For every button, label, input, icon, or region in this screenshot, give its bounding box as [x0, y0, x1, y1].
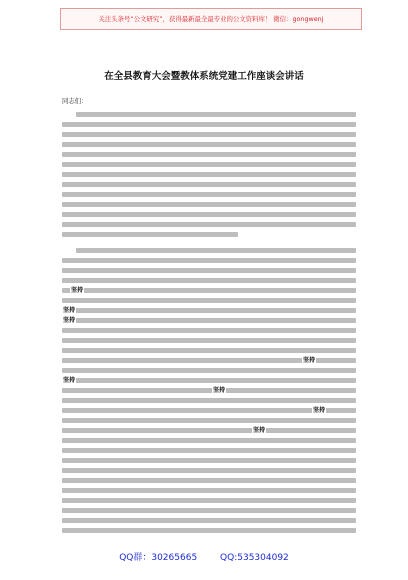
- paragraph-line: [62, 488, 356, 493]
- paragraph-line: [62, 222, 356, 227]
- keyword-jianchi: 坚持: [303, 357, 316, 364]
- paragraph-line: [62, 388, 356, 393]
- paragraph-line: [76, 248, 356, 253]
- paragraph-line: [62, 202, 356, 207]
- paragraph-line: [62, 408, 356, 413]
- paragraph-line: [62, 152, 356, 157]
- footer-qq-group: QQ群：30265665: [119, 553, 198, 563]
- paragraph-line: [62, 182, 356, 187]
- paragraph-line: [62, 528, 356, 533]
- paragraph-line: [62, 448, 356, 453]
- paragraph-line: [62, 258, 356, 263]
- paragraph-line: [62, 132, 356, 137]
- paragraph-line: [62, 268, 356, 273]
- paragraph-line: [62, 398, 356, 403]
- promo-banner: [60, 8, 362, 30]
- paragraph-line: [62, 162, 356, 167]
- paragraph-line: [62, 458, 356, 463]
- paragraph-1: [62, 112, 356, 242]
- keyword-jianchi: 坚持: [63, 317, 76, 324]
- paragraph-line: [62, 368, 356, 373]
- paragraph-line: [62, 122, 356, 127]
- footer-contacts: [0, 550, 408, 563]
- paragraph-line: [62, 508, 356, 513]
- paragraph-line: [62, 172, 356, 177]
- paragraph-line: [62, 318, 356, 323]
- paragraph-line: [62, 338, 356, 343]
- paragraph-line: [62, 348, 356, 353]
- keyword-jianchi: 坚持: [71, 287, 84, 294]
- paragraph-3: [62, 478, 356, 538]
- paragraph-line: [62, 498, 356, 503]
- paragraph-line: [62, 192, 356, 197]
- promo-banner-text: 关注头条号“公文研究”，获得最新最全最专业的公文资料库！ 微信：gongwenj: [98, 15, 324, 23]
- paragraph-line: [62, 308, 356, 313]
- paragraph-line: [62, 232, 238, 237]
- paragraph-line: [62, 298, 356, 303]
- paragraph-line: [76, 112, 356, 117]
- footer-qq: QQ:535304092: [220, 553, 289, 563]
- keyword-jianchi: 坚持: [63, 377, 76, 384]
- paragraph-line: [62, 438, 356, 443]
- paragraph-line: [62, 288, 356, 293]
- keyword-jianchi: 坚持: [63, 307, 76, 314]
- paragraph-line: [62, 378, 356, 383]
- paragraph-line: [62, 428, 356, 433]
- paragraph-line: [62, 212, 356, 217]
- keyword-jianchi: 坚持: [253, 427, 266, 434]
- paragraph-line: [62, 328, 356, 333]
- paragraph-line: [76, 478, 356, 483]
- paragraph-line: [62, 278, 356, 283]
- paragraph-line: [62, 518, 356, 523]
- paragraph-line: [62, 142, 356, 147]
- keyword-jianchi: 坚持: [213, 387, 226, 394]
- document-title: 在全县教育大会暨教体系统党建工作座谈会讲话: [104, 71, 304, 82]
- paragraph-line: [62, 418, 356, 423]
- paragraph-line: [62, 468, 356, 473]
- salutation: 同志们：: [62, 97, 88, 105]
- paragraph-line: [62, 358, 356, 363]
- keyword-jianchi: 坚持: [313, 407, 326, 414]
